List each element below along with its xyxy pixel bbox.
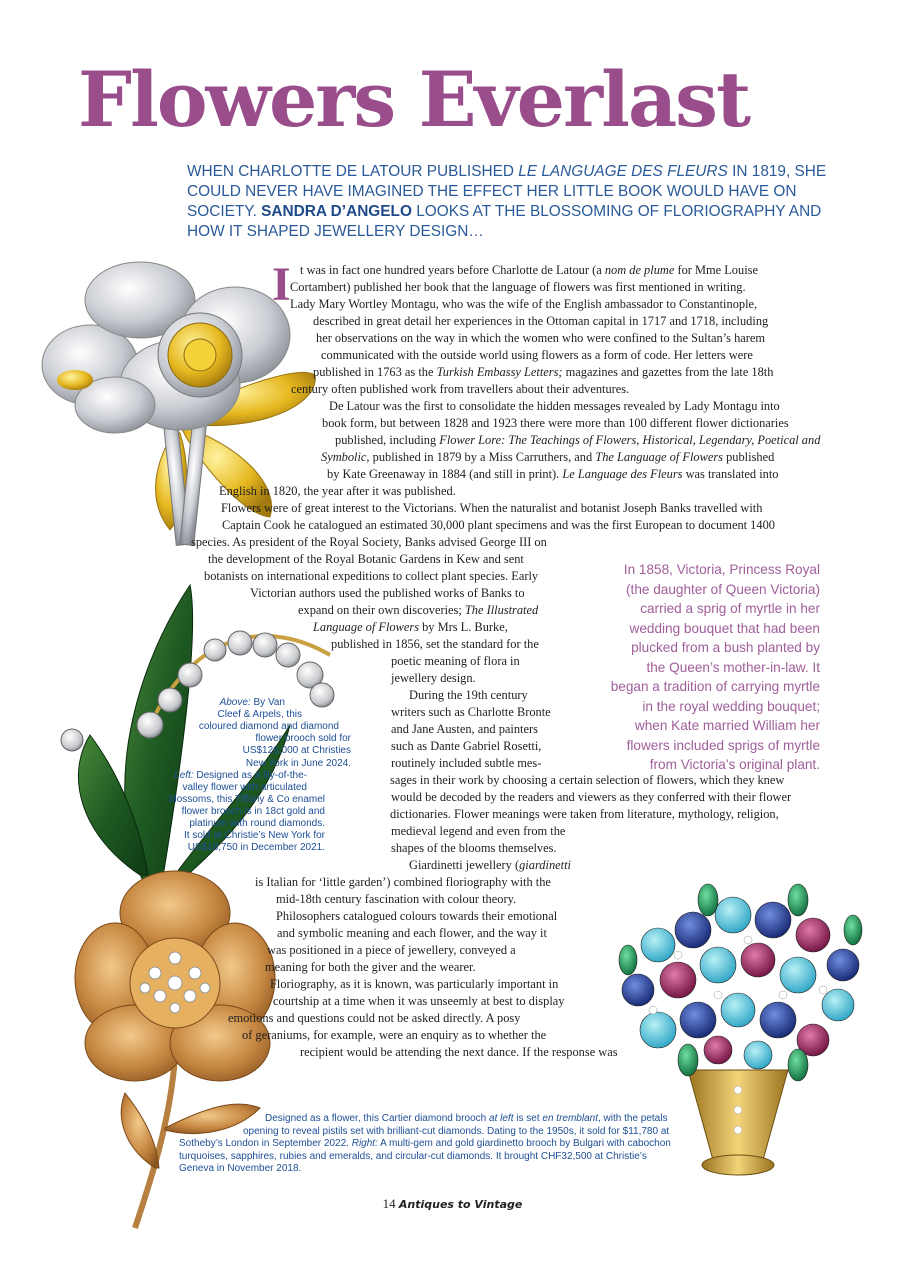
pull-quote-line: flowers included sprigs of myrtle bbox=[626, 737, 820, 753]
body-line: sages in their work by choosing a certain selection of flowers, which they knew bbox=[390, 773, 785, 787]
pull-quote-line: plucked from a bush planted by bbox=[631, 640, 820, 655]
pull-quote-line: In 1858, Victoria, Princess Royal bbox=[623, 562, 820, 577]
caption-left-line: Left: Designed as a lily-of-the- bbox=[174, 769, 307, 781]
standfirst-text: LOOKS AT THE BLOSSOMING OF FLORIOGRAPHY AND HOW IT SHAPED JEWELLERY DESIGN… bbox=[187, 203, 822, 240]
caption-left-line: Cleef & Arpels, this bbox=[217, 709, 302, 721]
body-line: poetic meaning of flora in bbox=[391, 654, 520, 668]
body-line: Flowers were of great interest to the Victorians. When the naturalist and botanist Joseph Banks travelled with bbox=[221, 501, 763, 515]
page-number: 14 bbox=[382, 1196, 396, 1211]
body-line: expand on their own discoveries; The Illustrated bbox=[298, 603, 539, 617]
body-line: t was in fact one hundred years before Charlotte de Latour (a nom de plume for Mme Louise bbox=[300, 263, 758, 277]
caption-bottom-line: turquoises, sapphires, rubies and emeralds, and circular-cut diamonds. It brought CHF32,500 at Christie’s bbox=[179, 1150, 647, 1162]
pull-quote-line: wedding bouquet that had been bbox=[629, 620, 820, 636]
caption-left-line: New York in June 2024. bbox=[245, 757, 351, 769]
body-line: was positioned in a piece of jewellery, conveyed a bbox=[267, 943, 516, 957]
body-line: shapes of the blooms themselves. bbox=[391, 841, 557, 855]
body-line: of geraniums, for example, were an enquiry as to whether the bbox=[242, 1028, 547, 1042]
body-line: Giardinetti jewellery (giardinetti bbox=[409, 858, 571, 872]
body-line: Language of Flowers by Mrs L. Burke, bbox=[313, 620, 508, 634]
body-line: published, including Flower Lore: The Teachings of Flowers, Historical, Legendary, Poetical and bbox=[335, 433, 821, 447]
body-line: courtship at a time when it was unseemly at best to display bbox=[273, 994, 565, 1008]
standfirst-text: IN 1819, SHE COULD NEVER HAVE IMAGINED THE EFFECT HER LITTLE BOOK WOULD HAVE ON SOCIETY. bbox=[187, 163, 827, 220]
caption-bottom-line: opening to reveal pistils set with brilliant-cut diamonds. Dating to the 1950s, it sold for $11,780 at bbox=[243, 1125, 670, 1137]
body-line: the development of the Royal Botanic Gardens in Kew and sent bbox=[208, 552, 524, 566]
pull-quote-line: carried a sprig of myrtle in her bbox=[640, 601, 820, 616]
caption-left-line: platinum with round diamonds. bbox=[189, 818, 325, 829]
body-line: Captain Cook he catalogued an estimated 30,000 plant specimens and was the first European to document 1400 bbox=[222, 518, 775, 532]
caption-bottom-line: Designed as a flower, this Cartier diamond brooch at left is set en tremblant, with the petals bbox=[265, 1113, 668, 1124]
body-line: Floriography, as it is known, was particularly important in bbox=[270, 977, 559, 991]
body-line: jewellery design. bbox=[391, 671, 476, 685]
drop-cap: I bbox=[272, 258, 291, 311]
body-line: communicated with the outside world using flowers as a form of code. Her letters were bbox=[321, 348, 753, 362]
body-line: species. As president of the Royal Society, Banks advised George III on bbox=[191, 535, 547, 549]
body-line: Symbolic, published in 1879 by a Miss Carruthers, and The Language of Flowers published bbox=[321, 450, 775, 464]
body-line: writers such as Charlotte Bronte bbox=[391, 705, 551, 719]
caption-left-line: flower brooch is in 18ct gold and bbox=[181, 805, 325, 817]
caption-left-line: US$126,000 at Christies bbox=[242, 745, 351, 757]
caption-bottom-line: Sotheby’s London in September 2022. Right: A multi-gem and gold giardinetto brooch by Bulgari with cabochon bbox=[179, 1138, 671, 1149]
caption-bottom-line: Geneva in November 2018. bbox=[179, 1163, 302, 1174]
body-line: and symbolic meaning and each flower, and the way it bbox=[277, 926, 547, 940]
pull-quote-line: began a tradition of carrying myrtle bbox=[610, 679, 820, 694]
caption-left-line: flower brooch sold for bbox=[255, 733, 351, 745]
body-line: published in 1763 as the Turkish Embassy Letters; magazines and gazettes from the late 18th bbox=[313, 365, 774, 379]
body-line: English in 1820, the year after it was published. bbox=[219, 484, 456, 498]
body-line: medieval legend and even from the bbox=[391, 824, 566, 838]
caption-left-line: valley flower with articulated bbox=[182, 781, 307, 793]
body-line: Cortambert) published her book that the language of flowers was first mentioned in writing. bbox=[290, 280, 746, 294]
body-line: meaning for both the giver and the wearer. bbox=[265, 960, 476, 974]
caption-left-line: It sold at Christie’s New York for bbox=[184, 830, 325, 842]
body-line: mid-18th century fascination with colour theory. bbox=[276, 892, 517, 906]
pull-quote-line: the Queen’s mother-in-law. It bbox=[646, 659, 820, 675]
body-line: and Jane Austen, and painters bbox=[391, 722, 538, 736]
body-line: her observations on the way in which the women who were confined to the Sultan’s harem bbox=[316, 331, 766, 345]
body-line: published in 1856, set the standard for the bbox=[331, 637, 539, 651]
standfirst-book-title: LE LANGUAGE DES FLEURS bbox=[518, 163, 728, 180]
body-line: is Italian for ‘little garden’) combined floriography with the bbox=[255, 875, 551, 889]
caption-left-line: coloured diamond and diamond bbox=[198, 721, 339, 733]
caption-left-line: Above: By Van bbox=[219, 697, 285, 708]
body-line: dictionaries. Flower meanings were taken from literature, mythology, religion, bbox=[390, 807, 779, 821]
body-line: routinely included subtle mes- bbox=[391, 756, 542, 770]
body-line: botanists on international expeditions to collect plant species. Early bbox=[204, 569, 539, 583]
pull-quote-line: when Kate married William her bbox=[634, 718, 820, 733]
body-line: recipient would be attending the next dance. If the response was bbox=[300, 1045, 618, 1059]
body-line: described in great detail her experiences in the Ottoman capital in 1717 and 1718, including bbox=[313, 314, 769, 328]
standfirst-text: WHEN CHARLOTTE DE LATOUR PUBLISHED bbox=[187, 163, 519, 180]
pull-quote-line: in the royal wedding bouquet; bbox=[642, 698, 820, 714]
body-line: would be decoded by the readers and viewers as they conferred with their flower bbox=[391, 790, 792, 804]
body-line: by Kate Greenaway in 1884 (and still in print). Le Language des Fleurs was translated into bbox=[327, 467, 779, 481]
page-title: Flowers Everlast bbox=[78, 55, 750, 144]
caption-left-line: US$18,750 in December 2021. bbox=[187, 842, 325, 854]
body-line: Lady Mary Wortley Montagu, who was the wife of the English ambassador to Constantinople, bbox=[290, 297, 758, 311]
body-line: De Latour was the first to consolidate the hidden messages revealed by Lady Montagu into bbox=[329, 399, 780, 413]
body-line: During the 19th century bbox=[409, 688, 528, 702]
magazine-name: Antiques to Vintage bbox=[398, 1198, 523, 1211]
author-name: SANDRA D’ANGELO bbox=[261, 203, 412, 220]
body-line: Philosophers catalogued colours towards their emotional bbox=[276, 909, 558, 923]
pull-quote-line: from Victoria’s original plant. bbox=[649, 757, 820, 772]
body-line: book form, but between 1828 and 1923 there were more than 100 different flower dictionaries bbox=[322, 416, 789, 430]
pull-quote-line: (the daughter of Queen Victoria) bbox=[626, 581, 820, 597]
caption-left-line: blossoms, this Tiffany & Co enamel bbox=[169, 793, 325, 805]
body-line: Victorian authors used the published works of Banks to bbox=[250, 586, 525, 600]
body-line: such as Dante Gabriel Rosetti, bbox=[391, 739, 542, 753]
page-footer bbox=[0, 1196, 905, 1212]
body-line: century often published work from travellers about their adventures. bbox=[291, 382, 630, 396]
body-line: emotions and questions could not be asked directly. A posy bbox=[228, 1011, 521, 1025]
